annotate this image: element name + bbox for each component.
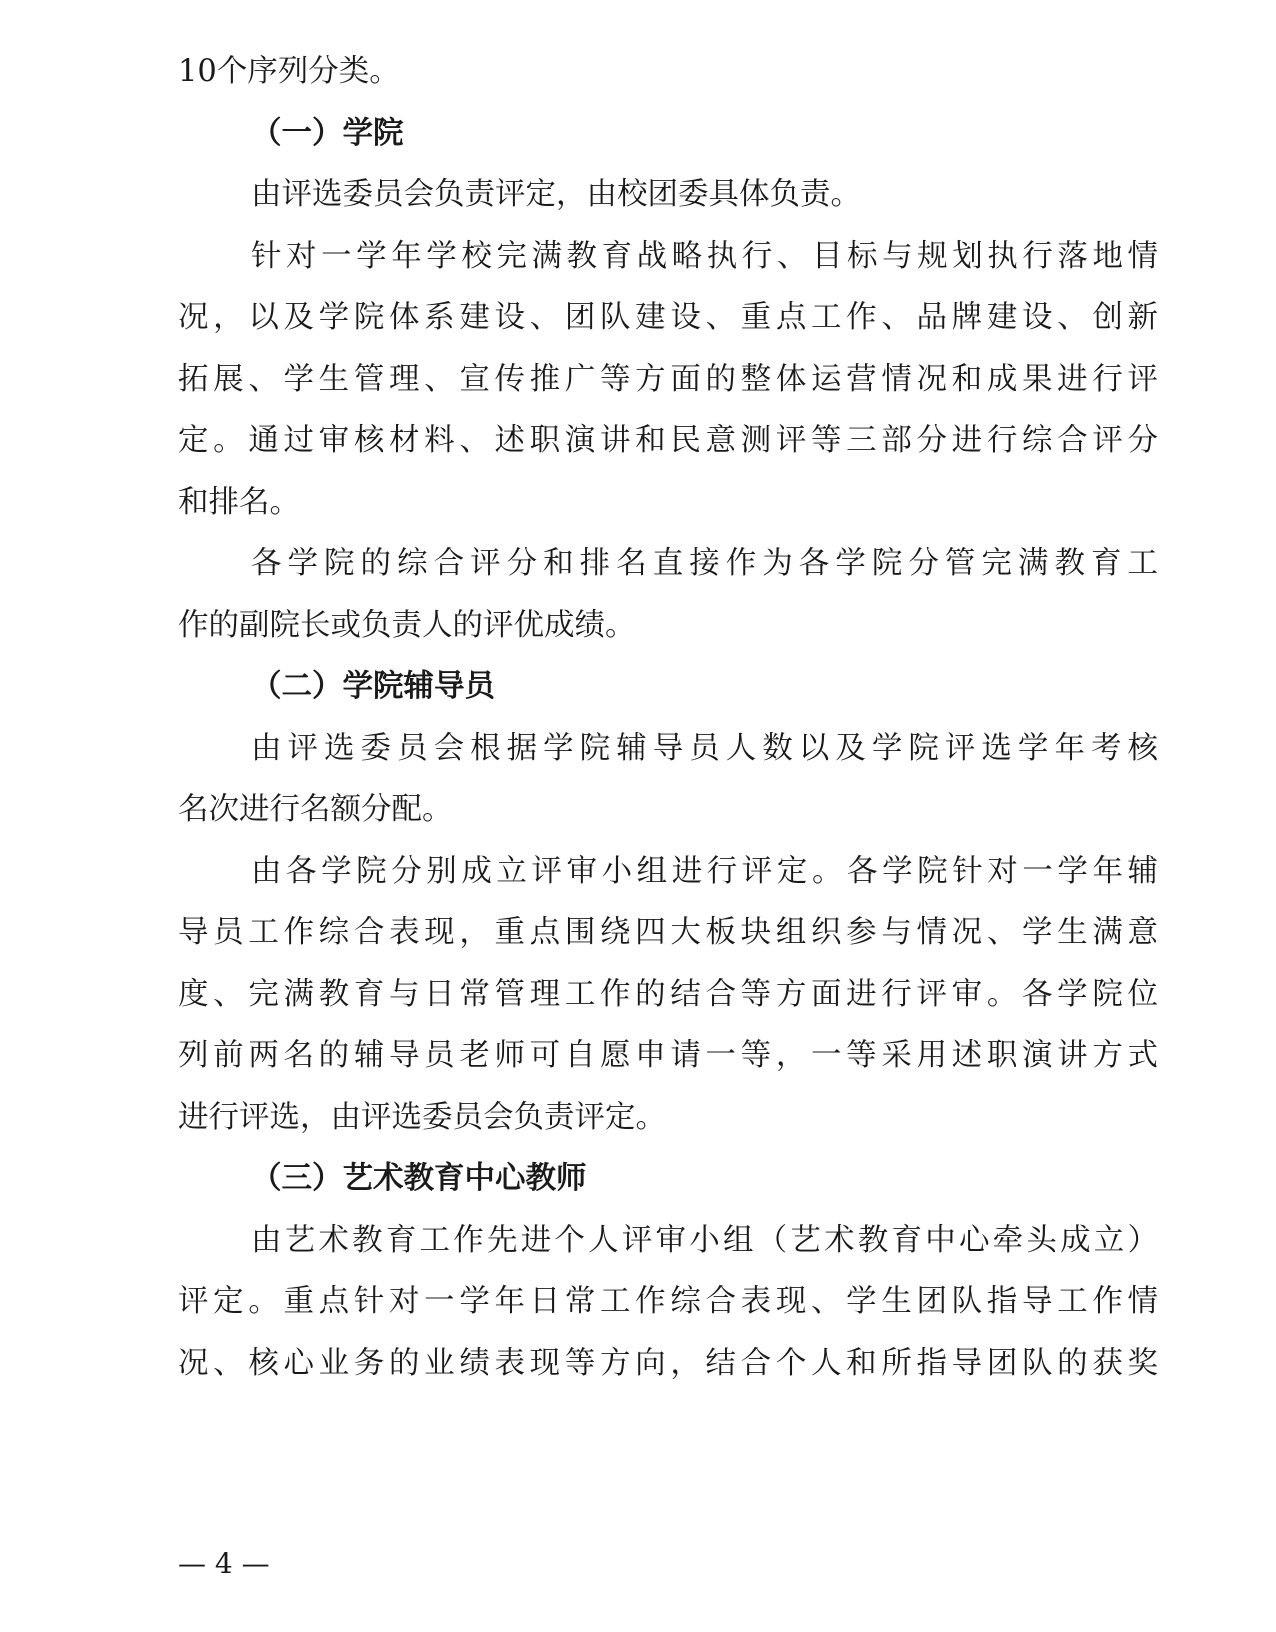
text-line: 由评选委员会根据学院辅导员人数以及学院评选学年考核 xyxy=(251,731,1158,766)
section-heading-2: （二）学院辅导员 xyxy=(251,669,495,704)
text-line: 拓展、学生管理、宣传推广等方面的整体运营情况和成果进行评 xyxy=(178,362,1158,397)
text-line: 由各学院分别成立评审小组进行评定。各学院针对一学年辅 xyxy=(251,854,1158,889)
text-line: 针对一学年学校完满教育战略执行、目标与规划执行落地情 xyxy=(251,239,1158,274)
section-heading-1: （一）学院 xyxy=(251,116,404,151)
text-line: 评定。重点针对一学年日常工作综合表现、学生团队指导工作情 xyxy=(178,1284,1158,1319)
text-line: 和排名。 xyxy=(178,485,300,520)
page-number: — 4 — xyxy=(178,1547,270,1580)
text-line: 定。通过审核材料、述职演讲和民意测评等三部分进行综合评分 xyxy=(178,423,1158,458)
text-line: 况、核心业务的业绩表现等方向，结合个人和所指导团队的获奖 xyxy=(178,1346,1158,1381)
text-line: 由评选委员会负责评定，由校团委具体负责。 xyxy=(251,177,861,212)
text-line: 各学院的综合评分和排名直接作为各学院分管完满教育工 xyxy=(251,546,1158,581)
section-heading-3: （三）艺术教育中心教师 xyxy=(251,1161,587,1196)
text-line: 作的副院长或负责人的评优成绩。 xyxy=(178,608,636,643)
text-line: 况，以及学院体系建设、团队建设、重点工作、品牌建设、创新 xyxy=(178,300,1158,335)
text-line: 10个序列分类。 xyxy=(178,54,400,89)
text-line: 导员工作综合表现，重点围绕四大板块组织参与情况、学生满意 xyxy=(178,915,1158,950)
text-line: 名次进行名额分配。 xyxy=(178,792,453,827)
text-line: 度、完满教育与日常管理工作的结合等方面进行评审。各学院位 xyxy=(178,977,1158,1012)
text-line: 进行评选，由评选委员会负责评定。 xyxy=(178,1100,666,1135)
text-line: 由艺术教育工作先进个人评审小组（艺术教育中心牵头成立） xyxy=(251,1223,1158,1258)
text-line: 列前两名的辅导员老师可自愿申请一等，一等采用述职演讲方式 xyxy=(178,1038,1158,1073)
